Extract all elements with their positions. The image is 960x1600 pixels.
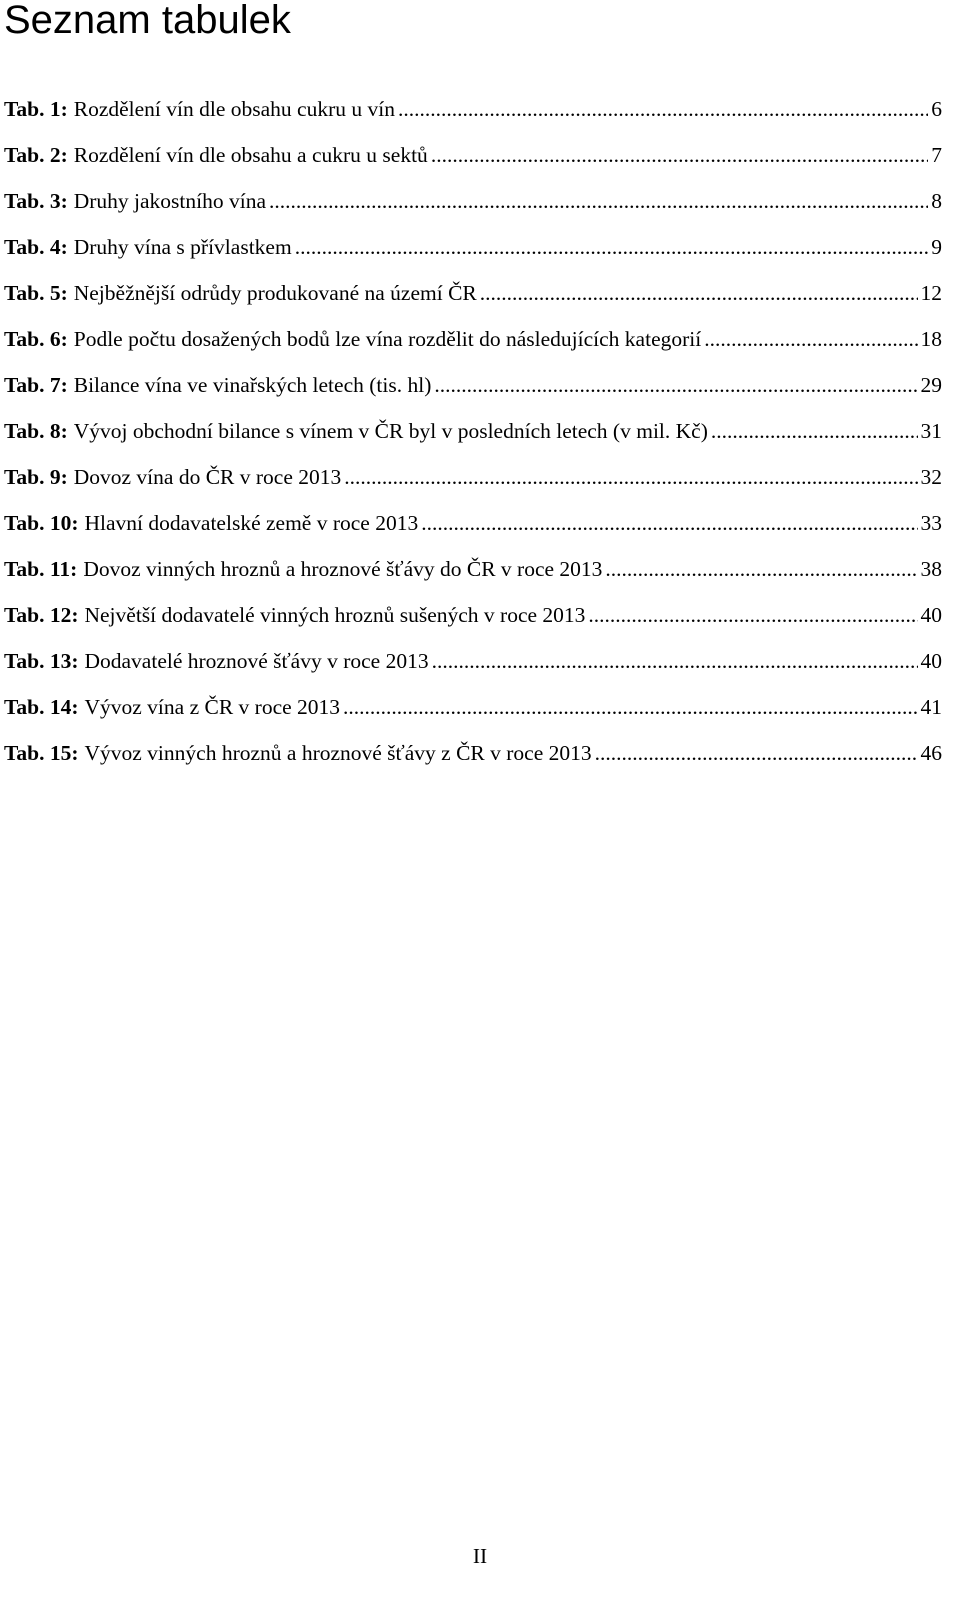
toc-entry-page: 31: [920, 419, 942, 443]
toc-entry-caption: Podle počtu dosažených bodů lze vína rozdělit do následujících kategorií: [73, 327, 702, 351]
toc-entry-label: Tab. 13:: [4, 649, 79, 673]
toc-entry-label: Tab. 10:: [4, 511, 79, 535]
toc-dot-leader: [343, 692, 917, 722]
toc-entry-caption: Vývoz vína z ČR v roce 2013: [84, 695, 341, 719]
toc-entry[interactable]: [4, 508, 942, 554]
toc-entry[interactable]: [4, 554, 942, 600]
toc-entry[interactable]: [4, 94, 942, 140]
toc-entry-label: Tab. 8:: [4, 419, 68, 443]
toc-entry-page: 32: [920, 465, 942, 489]
toc-entry-label: Tab. 5:: [4, 281, 68, 305]
toc-dot-leader: [344, 462, 917, 492]
toc-entry-label: Tab. 11:: [4, 557, 78, 581]
toc-entry-caption: Vývoj obchodní bilance s vínem v ČR byl v posledních letech (v mil. Kč): [73, 419, 708, 443]
toc-dot-leader: [480, 278, 918, 308]
toc-dot-leader: [704, 324, 917, 354]
toc-entry[interactable]: [4, 600, 942, 646]
toc-entry[interactable]: [4, 186, 942, 232]
toc-dot-leader: [434, 370, 917, 400]
toc-entry-page: 7: [931, 143, 942, 167]
toc-entry[interactable]: [4, 278, 942, 324]
toc-entry-caption: Rozdělení vín dle obsahu cukru u vín: [73, 97, 395, 121]
toc-dot-leader: [711, 416, 918, 446]
toc-entry-page: 38: [920, 557, 942, 581]
toc-entry-caption: Rozdělení vín dle obsahu a cukru u sektů: [73, 143, 428, 167]
toc-entry-label: Tab. 3:: [4, 189, 68, 213]
toc-dot-leader: [421, 508, 917, 538]
toc-entry-label: Tab. 4:: [4, 235, 68, 259]
toc-entry[interactable]: [4, 646, 942, 692]
toc-entry[interactable]: [4, 462, 942, 508]
toc-entry-page: 12: [920, 281, 942, 305]
toc-dot-leader: [269, 186, 928, 216]
toc-entry-page: 41: [920, 695, 942, 719]
toc-entry-label: Tab. 9:: [4, 465, 68, 489]
toc-entry-caption: Hlavní dodavatelské země v roce 2013: [84, 511, 419, 535]
toc-entry-label: Tab. 6:: [4, 327, 68, 351]
toc-entry[interactable]: [4, 370, 942, 416]
toc-dot-leader: [398, 94, 928, 124]
toc-entry-page: 29: [920, 373, 942, 397]
toc-entry-caption: Největší dodavatelé vinných hroznů sušených v roce 2013: [84, 603, 586, 627]
toc-entry-label: Tab. 2:: [4, 143, 68, 167]
table-of-contents: [4, 94, 942, 784]
toc-entry-caption: Vývoz vinných hroznů a hroznové šťávy z ČR v roce 2013: [84, 741, 592, 765]
toc-entry[interactable]: [4, 738, 942, 784]
toc-entry-page: 40: [920, 603, 942, 627]
toc-entry[interactable]: [4, 140, 942, 186]
toc-entry-page: 40: [920, 649, 942, 673]
toc-entry-page: 33: [920, 511, 942, 535]
toc-dot-leader: [605, 554, 917, 584]
toc-entry[interactable]: [4, 232, 942, 278]
toc-entry-page: 8: [931, 189, 942, 213]
toc-entry-page: 18: [920, 327, 942, 351]
toc-dot-leader: [431, 140, 928, 170]
toc-entry-caption: Dovoz vinných hroznů a hroznové šťávy do ČR v roce 2013: [83, 557, 603, 581]
toc-dot-leader: [595, 738, 918, 768]
toc-entry-label: Tab. 7:: [4, 373, 68, 397]
page-number: II: [472, 1544, 488, 1568]
toc-entry-page: 6: [931, 97, 942, 121]
toc-entry-label: Tab. 14:: [4, 695, 79, 719]
toc-dot-leader: [295, 232, 929, 262]
toc-entry-caption: Bilance vína ve vinařských letech (tis. hl): [73, 373, 432, 397]
toc-dot-leader: [432, 646, 918, 676]
toc-entry-caption: Dovoz vína do ČR v roce 2013: [73, 465, 342, 489]
toc-entry[interactable]: [4, 692, 942, 738]
toc-entry[interactable]: [4, 416, 942, 462]
toc-entry-label: Tab. 15:: [4, 741, 79, 765]
toc-entry-caption: Nejběžnější odrůdy produkované na území ČR: [73, 281, 477, 305]
toc-entry-page: 9: [931, 235, 942, 259]
toc-entry-caption: Druhy jakostního vína: [73, 189, 267, 213]
page-title: Seznam tabulek: [4, 0, 291, 42]
toc-entry-label: Tab. 1:: [4, 97, 68, 121]
toc-dot-leader: [588, 600, 917, 630]
toc-entry-page: 46: [920, 741, 942, 765]
toc-entry[interactable]: [4, 324, 942, 370]
toc-entry-caption: Druhy vína s přívlastkem: [73, 235, 292, 259]
toc-entry-caption: Dodavatelé hroznové šťávy v roce 2013: [84, 649, 429, 673]
toc-entry-label: Tab. 12:: [4, 603, 79, 627]
